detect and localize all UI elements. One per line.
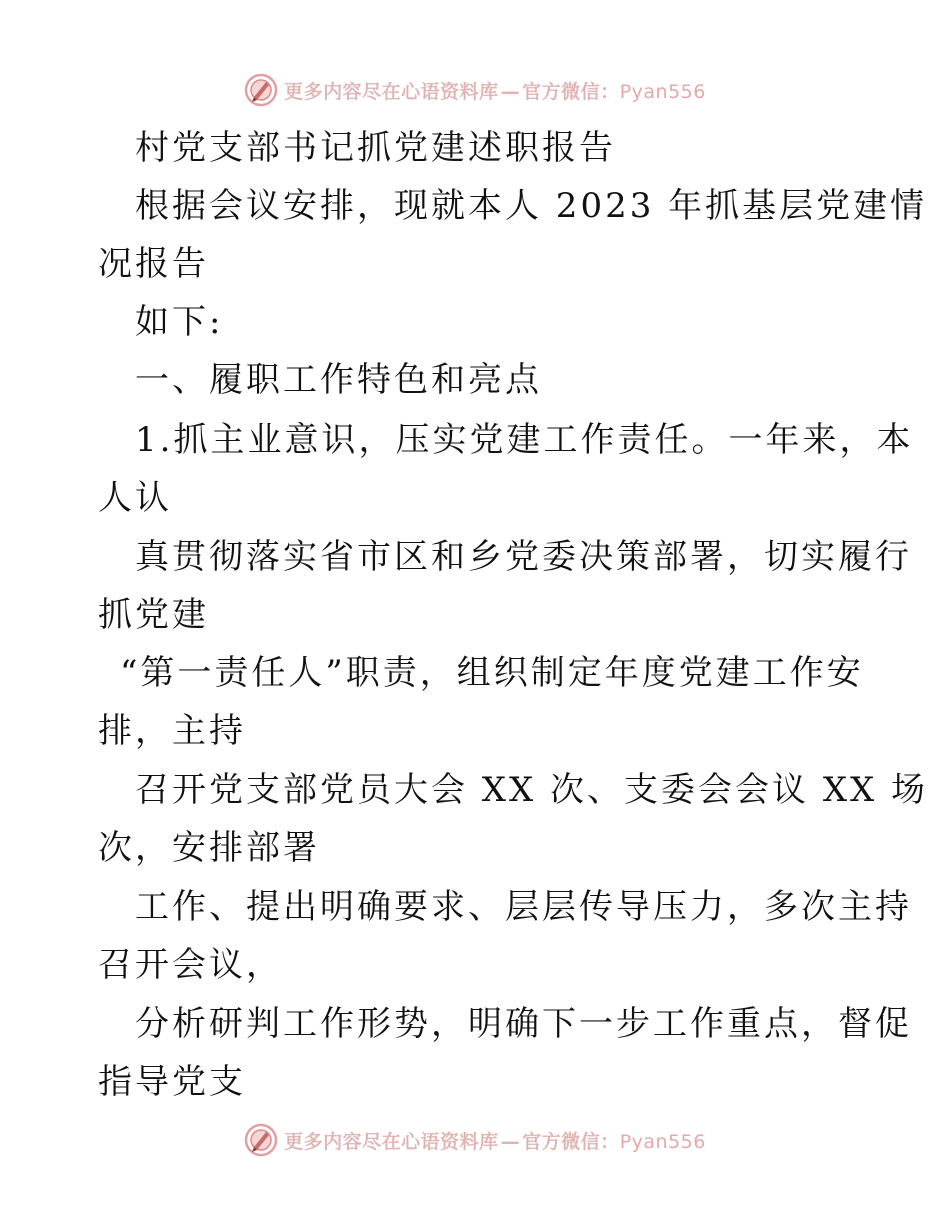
watermark-text [284, 77, 706, 104]
section-heading: 一、履职工作特色和亮点 [135, 360, 542, 400]
document-line: 况报告 [98, 244, 209, 284]
document-line: 次，安排部署 [98, 828, 320, 868]
document-line: 工作、提出明确要求、层层传导压力，多次主持 [135, 887, 912, 927]
document-line: 根据会议安排，现就本人 2023 年抓基层党建情 [135, 186, 928, 226]
document-line: 真贯彻落实省市区和乡党委决策部署，切实履行 [135, 537, 912, 577]
watermark-main-text: 更多内容尽在心语资料库 [284, 1130, 499, 1153]
document-line: 召开党支部党员大会 XX 次、支委会会议 XX 场 [135, 770, 929, 810]
watermark-wechat-id: Pyan556 [619, 80, 706, 103]
document-line: 召开会议， [98, 945, 283, 985]
header-watermark [0, 72, 950, 108]
watermark-main-text: 更多内容尽在心语资料库 [284, 80, 499, 103]
footer-watermark [0, 1122, 950, 1158]
document-line: 排，主持 [98, 711, 246, 751]
watermark-wechat-label: 官方微信： [522, 1130, 620, 1153]
pen-seal-logo-icon [244, 1123, 278, 1157]
watermark-separator: — [500, 80, 521, 103]
document-title: 村党支部书记抓党建述职报告 [135, 128, 616, 168]
document-line: 人认 [98, 478, 172, 518]
document-line: 抓党建 [98, 595, 209, 635]
document-line: 1.抓主业意识，压实党建工作责任。一年来，本 [135, 420, 914, 460]
document-line: “第一责任人”职责，组织制定年度党建工作安 [120, 653, 864, 693]
pen-seal-logo-icon [244, 73, 278, 107]
document-line: 如下: [135, 302, 224, 342]
document-line: 指导党支 [98, 1062, 246, 1102]
watermark-separator: — [500, 1130, 521, 1153]
document-line: 分析研判工作形势，明确下一步工作重点，督促 [135, 1004, 912, 1044]
watermark-wechat-label: 官方微信： [522, 80, 620, 103]
watermark-wechat-id: Pyan556 [619, 1130, 706, 1153]
watermark-text [284, 1127, 706, 1154]
